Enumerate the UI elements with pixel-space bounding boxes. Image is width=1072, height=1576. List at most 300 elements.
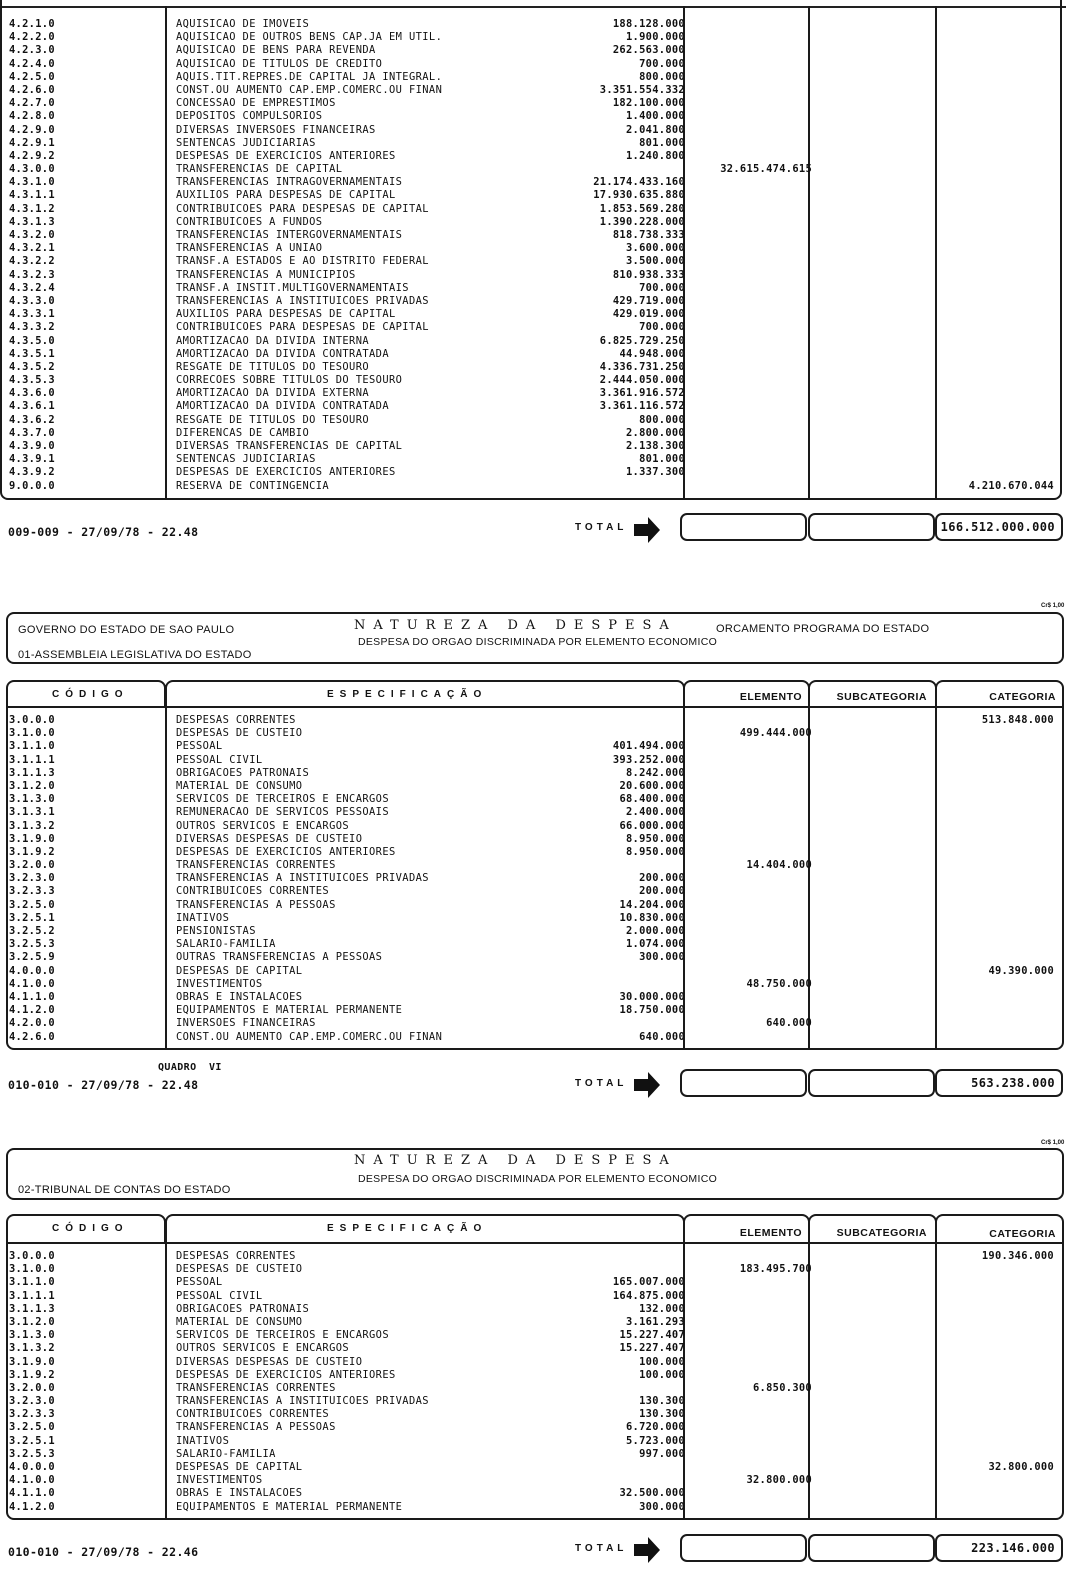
section3-table: [8, 1214, 1062, 1520]
table-row: [8, 1421, 1062, 1434]
row-elemento: 188.128.000: [612, 18, 685, 30]
row-specification: CONTRIBUICOES CORRENTES: [176, 1408, 330, 1421]
row-specification: TRANSFERENCIAS INTRAGOVERNAMENTAIS: [176, 176, 403, 189]
row-code: 4.3.9.1: [9, 453, 55, 466]
row-code: 4.2.3.0: [9, 44, 55, 57]
row-code: 3.2.5.9: [9, 951, 55, 964]
row-code: 4.1.0.0: [9, 977, 55, 990]
row-code: 3.2.5.0: [9, 1421, 55, 1434]
row-code: 4.3.5.3: [9, 374, 55, 387]
row-specification: PESSOAL CIVIL: [176, 753, 263, 766]
header-elemento: ELEMENTO: [683, 680, 810, 708]
table-row: [8, 1031, 1062, 1044]
table-row: [8, 1017, 1062, 1030]
section2-table: [8, 680, 1062, 1050]
row-code: 4.3.6.1: [9, 400, 55, 413]
row-code: 3.1.1.3: [9, 1302, 55, 1315]
table-row: [8, 216, 1062, 229]
row-code: 4.0.0.0: [9, 1461, 55, 1473]
row-code: 4.2.8.0: [9, 110, 55, 123]
row-subcategoria: 14.404.000: [746, 859, 812, 872]
row-elemento: 1.853.569.280: [599, 202, 685, 215]
row-elemento: 18.750.000: [619, 1004, 685, 1017]
row-specification: CONTRIBUICOES A FUNDOS: [176, 215, 323, 228]
header-elemento: ELEMENTO: [683, 1214, 810, 1242]
row-specification: CONCESSAO DE EMPRESTIMOS: [176, 97, 336, 110]
table-row: [8, 308, 1062, 321]
row-elemento: 393.252.000: [612, 753, 685, 766]
row-code: 4.3.6.2: [9, 413, 55, 426]
currency-unit: Cr$ 1,00: [1041, 1140, 1065, 1146]
row-code: 4.3.2.0: [9, 229, 55, 241]
row-code: 4.3.2.2: [9, 255, 55, 268]
table-row: [8, 189, 1062, 202]
row-specification: CONTRIBUICOES PARA DESPESAS DE CAPITAL: [176, 202, 429, 215]
row-categoria: 513.848.000: [981, 714, 1054, 726]
row-elemento: 3.351.554.332: [599, 83, 685, 96]
row-specification: RESGATE DE TITULOS DO TESOURO: [176, 413, 370, 426]
row-code: 3.0.0.0: [9, 1250, 55, 1262]
row-specification: TRANSFERENCIAS DE CAPITAL: [176, 163, 343, 176]
row-elemento: 130.300: [639, 1395, 685, 1408]
table-row: [8, 453, 1062, 466]
table-row: [8, 1369, 1062, 1382]
row-specification: TRANSF.A INSTIT.MULTIGOVERNAMENTAIS: [176, 281, 409, 294]
row-elemento: 429.019.000: [612, 308, 685, 321]
row-specification: AMORTIZACAO DA DIVIDA CONTRATADA: [176, 400, 389, 413]
row-code: 4.3.3.2: [9, 321, 55, 334]
row-elemento: 100.000: [639, 1355, 685, 1368]
page-footer-id: 010-010 - 27/09/78 - 22.46: [8, 1545, 199, 1559]
row-code: 3.1.9.0: [9, 832, 55, 845]
row-elemento: 262.563.000: [612, 44, 685, 57]
row-elemento: 5.723.000: [625, 1434, 685, 1447]
table-row: [8, 1356, 1062, 1369]
row-specification: TRANSFERENCIAS CORRENTES: [176, 859, 336, 872]
row-elemento: 15.227.407: [619, 1342, 685, 1355]
row-specification: EQUIPAMENTOS E MATERIAL PERMANENTE: [176, 1004, 403, 1017]
row-specification: TRANSFERENCIAS A INSTITUICOES PRIVADAS: [176, 872, 429, 885]
table-row: [8, 124, 1062, 137]
row-specification: SENTENCAS JUDICIARIAS: [176, 453, 316, 466]
row-elemento: 15.227.407: [619, 1329, 685, 1342]
row-code: 3.1.1.0: [9, 1276, 55, 1289]
table-row: [8, 255, 1062, 268]
row-elemento: 810.938.333: [612, 268, 685, 281]
row-elemento: 801.000: [639, 136, 685, 149]
table-row: [8, 374, 1062, 387]
table-row: [8, 1448, 1062, 1461]
row-elemento: 66.000.000: [619, 819, 685, 832]
arrow-right-icon: [634, 517, 660, 547]
row-elemento: 3.500.000: [625, 255, 685, 268]
row-code: 4.2.2.0: [9, 31, 55, 44]
row-specification: AQUISICAO DE BENS PARA REVENDA: [176, 44, 376, 57]
table-row: [8, 321, 1062, 334]
row-categoria: 190.346.000: [981, 1250, 1054, 1262]
header-subcategoria: SUBCATEGORIA: [808, 1214, 937, 1242]
total-label: TOTAL: [575, 522, 628, 533]
row-code: 3.2.5.0: [9, 898, 55, 911]
total-elemento: [680, 1069, 807, 1097]
page-footer-id: 010-010 - 27/09/78 - 22.48: [8, 1078, 199, 1092]
row-subcategoria: 32.800.000: [746, 1474, 812, 1487]
row-code: 3.1.3.2: [9, 1342, 55, 1355]
row-elemento: 2.400.000: [625, 806, 685, 819]
row-specification: TRANSFERENCIAS A INSTITUICOES PRIVADAS: [176, 294, 429, 307]
row-elemento: 429.719.000: [612, 294, 685, 307]
table-row: [8, 58, 1062, 71]
row-code: 3.2.5.1: [9, 911, 55, 924]
row-elemento: 800.000: [639, 413, 685, 426]
row-elemento: 32.500.000: [619, 1487, 685, 1500]
table-row: [8, 242, 1062, 255]
table-row: [8, 820, 1062, 833]
report-subtitle: DESPESA DO ORGAO DISCRIMINADA POR ELEMENTO ECONOMICO: [358, 636, 718, 648]
row-elemento: 300.000: [639, 951, 685, 964]
table-row: [8, 1461, 1062, 1474]
row-elemento: 182.100.000: [612, 97, 685, 110]
row-specification: AQUISICAO DE TITULOS DE CREDITO: [176, 57, 383, 70]
table-row: [8, 767, 1062, 780]
row-code: 4.3.2.1: [9, 242, 55, 255]
row-code: 4.2.7.0: [9, 97, 55, 110]
table-body: [8, 18, 1062, 493]
table-row: [8, 203, 1062, 216]
row-code: 4.3.2.3: [9, 268, 55, 281]
table-row: [8, 859, 1062, 872]
report-subtitle: DESPESA DO ORGAO DISCRIMINADA POR ELEMENTO ECONOMICO: [358, 1173, 718, 1185]
row-code: 3.1.1.0: [9, 740, 55, 753]
row-code: 3.1.1.3: [9, 766, 55, 779]
row-specification: OUTROS SERVICOS E ENCARGOS: [176, 1342, 350, 1355]
row-specification: OUTROS SERVICOS E ENCARGOS: [176, 819, 350, 832]
row-specification: DESPESAS DE CUSTEIO: [176, 727, 303, 740]
row-elemento: 132.000: [639, 1302, 685, 1315]
row-specification: PESSOAL: [176, 1276, 223, 1289]
row-elemento: 21.174.433.160: [593, 176, 685, 189]
row-specification: TRANSFERENCIAS A PESSOAS: [176, 898, 336, 911]
row-code: 4.1.0.0: [9, 1474, 55, 1487]
row-specification: RESGATE DE TITULOS DO TESOURO: [176, 360, 370, 373]
row-specification: MATERIAL DE CONSUMO: [176, 1315, 303, 1328]
row-specification: DIVERSAS TRANSFERENCIAS DE CAPITAL: [176, 440, 403, 452]
table-row: [8, 110, 1062, 123]
currency-unit: Cr$ 1,00: [1041, 603, 1065, 609]
report-title: NATUREZA DA DESPESA: [354, 618, 677, 633]
organ-name: 02-TRIBUNAL DE CONTAS DO ESTADO: [18, 1184, 231, 1196]
row-code: 4.3.2.4: [9, 281, 55, 294]
table-row: [8, 991, 1062, 1004]
table-row: [8, 1501, 1062, 1514]
table-row: [8, 466, 1062, 479]
total-categoria: 166.512.000.000: [935, 513, 1063, 541]
row-code: 4.3.1.3: [9, 215, 55, 228]
row-code: 4.3.3.1: [9, 308, 55, 321]
table-row: [8, 427, 1062, 440]
row-elemento: 17.930.635.880: [593, 189, 685, 202]
row-code: 3.2.0.0: [9, 859, 55, 872]
header-especificacao: ESPECIFICAÇÃO: [165, 1214, 685, 1242]
row-specification: TRANSF.A ESTADOS E AO DISTRITO FEDERAL: [176, 255, 429, 268]
row-code: 3.1.3.0: [9, 1329, 55, 1342]
organ-name: 01-ASSEMBLEIA LEGISLATIVA DO ESTADO: [18, 649, 252, 661]
header-especificacao: ESPECIFICAÇÃO: [165, 680, 685, 708]
table-row: [8, 361, 1062, 374]
table-row: [8, 1408, 1062, 1421]
row-elemento: 401.494.000: [612, 740, 685, 753]
row-specification: AQUISICAO DE IMOVEIS: [176, 18, 310, 30]
total-subcategoria: [808, 1534, 935, 1562]
row-specification: MATERIAL DE CONSUMO: [176, 779, 303, 792]
row-elemento: 997.000: [639, 1447, 685, 1460]
row-elemento: 700.000: [639, 57, 685, 70]
row-elemento: 1.337.300: [625, 466, 685, 479]
table-row: [8, 978, 1062, 991]
row-specification: TRANSFERENCIAS A MUNICIPIOS: [176, 268, 356, 281]
row-elemento: 8.242.000: [625, 766, 685, 779]
row-specification: TRANSFERENCIAS INTERGOVERNAMENTAIS: [176, 229, 403, 241]
row-specification: OBRAS E INSTALACOES: [176, 990, 303, 1003]
row-specification: DESPESAS DE EXERCICIOS ANTERIORES: [176, 1368, 396, 1381]
row-subcategoria: 640.000: [766, 1017, 812, 1030]
table-row: [8, 951, 1062, 964]
row-elemento: 3.361.116.572: [599, 400, 685, 413]
table-row: [8, 1474, 1062, 1487]
page-footer-id: 009-009 - 27/09/78 - 22.48: [8, 525, 199, 539]
header-subcategoria: SUBCATEGORIA: [808, 680, 937, 708]
row-code: 3.1.0.0: [9, 1263, 55, 1276]
row-elemento: 200.000: [639, 872, 685, 885]
row-subcategoria: 48.750.000: [746, 977, 812, 990]
row-categoria: 4.210.670.044: [968, 479, 1054, 492]
section1-table: [8, 10, 1062, 500]
row-specification: SALARIO-FAMILIA: [176, 938, 276, 951]
row-specification: TRANSFERENCIAS A UNIAO: [176, 242, 323, 255]
row-specification: DESPESAS CORRENTES: [176, 714, 296, 726]
row-code: 4.0.0.0: [9, 964, 55, 977]
row-subcategoria: 32.615.474.615: [720, 163, 812, 176]
row-elemento: 6.825.729.250: [599, 334, 685, 347]
table-row: [8, 335, 1062, 348]
row-specification: AMORTIZACAO DA DIVIDA CONTRATADA: [176, 347, 389, 360]
government-name: GOVERNO DO ESTADO DE SAO PAULO: [18, 624, 235, 636]
header-codigo: CÓDIGO: [6, 680, 166, 708]
row-subcategoria: 183.495.700: [739, 1263, 812, 1276]
row-code: 3.2.5.3: [9, 938, 55, 951]
row-code: 4.3.5.2: [9, 360, 55, 373]
table-row: [8, 965, 1062, 978]
table-row: [8, 150, 1062, 163]
table-row: [8, 912, 1062, 925]
row-code: 3.2.0.0: [9, 1381, 55, 1394]
table-row: [8, 1290, 1062, 1303]
table-row: [8, 400, 1062, 413]
total-categoria: 563.238.000: [935, 1069, 1063, 1097]
table-row: [8, 282, 1062, 295]
report-header: [6, 612, 1064, 664]
row-code: 4.3.5.1: [9, 347, 55, 360]
row-code: 3.1.2.0: [9, 779, 55, 792]
row-elemento: 2.444.050.000: [599, 374, 685, 387]
row-specification: CONST.OU AUMENTO CAP.EMP.COMERC.OU FINAN: [176, 83, 443, 96]
row-elemento: 2.000.000: [625, 925, 685, 937]
table-row: [8, 44, 1062, 57]
row-elemento: 200.000: [639, 885, 685, 898]
row-specification: REMUNERACAO DE SERVICOS PESSOAIS: [176, 806, 389, 819]
row-code: 3.2.5.3: [9, 1447, 55, 1460]
total-subcategoria: [808, 1069, 935, 1097]
table-row: [8, 714, 1062, 727]
row-code: 4.2.4.0: [9, 57, 55, 70]
row-elemento: 1.240.800: [625, 149, 685, 162]
row-specification: DESPESAS CORRENTES: [176, 1250, 296, 1262]
table-row: [8, 806, 1062, 819]
row-elemento: 3.361.916.572: [599, 387, 685, 400]
row-code: 3.2.3.3: [9, 885, 55, 898]
row-elemento: 3.600.000: [625, 242, 685, 255]
row-elemento: 1.400.000: [625, 110, 685, 123]
row-specification: DESPESAS DE EXERCICIOS ANTERIORES: [176, 466, 396, 479]
table-body: [8, 714, 1062, 1044]
row-specification: OBRAS E INSTALACOES: [176, 1487, 303, 1500]
report-header: [6, 1148, 1064, 1200]
row-specification: TRANSFERENCIAS A INSTITUICOES PRIVADAS: [176, 1395, 429, 1408]
table-row: [8, 295, 1062, 308]
row-elemento: 700.000: [639, 281, 685, 294]
row-specification: SENTENCAS JUDICIARIAS: [176, 136, 316, 149]
table-row: [8, 1250, 1062, 1263]
row-specification: CORRECOES SOBRE TITULOS DO TESOURO: [176, 374, 403, 387]
total-label: TOTAL: [575, 1078, 628, 1089]
table-row: [8, 833, 1062, 846]
row-elemento: 2.800.000: [625, 426, 685, 439]
row-code: 4.3.3.0: [9, 294, 55, 307]
row-specification: EQUIPAMENTOS E MATERIAL PERMANENTE: [176, 1500, 403, 1513]
row-specification: OBRIGACOES PATRONAIS: [176, 1302, 310, 1315]
row-specification: CONTRIBUICOES CORRENTES: [176, 885, 330, 898]
table-body: [8, 1250, 1062, 1514]
table-row: [8, 1382, 1062, 1395]
row-code: 4.2.9.2: [9, 149, 55, 162]
row-specification: CONST.OU AUMENTO CAP.EMP.COMERC.OU FINAN: [176, 1030, 443, 1043]
table-row: [8, 899, 1062, 912]
row-specification: AMORTIZACAO DA DIVIDA INTERNA: [176, 334, 370, 347]
row-elemento: 1.074.000: [625, 938, 685, 951]
total-categoria: 223.146.000: [935, 1534, 1063, 1562]
row-elemento: 8.950.000: [625, 832, 685, 845]
row-specification: TRANSFERENCIAS CORRENTES: [176, 1381, 336, 1394]
row-code: 4.2.0.0: [9, 1017, 55, 1030]
row-code: 3.1.2.0: [9, 1315, 55, 1328]
row-code: 3.2.5.1: [9, 1434, 55, 1447]
table-row: [8, 754, 1062, 767]
row-elemento: 818.738.333: [612, 229, 685, 241]
arrow-right-icon: [634, 1072, 660, 1102]
table-row: [8, 269, 1062, 282]
total-elemento: [680, 1534, 807, 1562]
row-specification: SALARIO-FAMILIA: [176, 1447, 276, 1460]
table-row: [8, 348, 1062, 361]
row-specification: DEPOSITOS COMPULSORIOS: [176, 110, 323, 123]
row-elemento: 44.948.000: [619, 347, 685, 360]
row-specification: CONTRIBUICOES PARA DESPESAS DE CAPITAL: [176, 321, 429, 334]
row-code: 4.2.1.0: [9, 18, 55, 30]
report-title: NATUREZA DA DESPESA: [354, 1153, 677, 1168]
table-row: [8, 414, 1062, 427]
row-elemento: 6.720.000: [625, 1421, 685, 1434]
row-specification: INATIVOS: [176, 911, 230, 924]
row-code: 4.2.9.1: [9, 136, 55, 149]
table-row: [8, 1303, 1062, 1316]
row-elemento: 3.161.293: [625, 1315, 685, 1328]
table-row: [8, 727, 1062, 740]
row-code: 4.3.1.0: [9, 176, 55, 189]
row-specification: AUXILIOS PARA DESPESAS DE CAPITAL: [176, 189, 396, 202]
row-code: 3.1.3.2: [9, 819, 55, 832]
row-code: 3.1.3.0: [9, 793, 55, 806]
row-elemento: 164.875.000: [612, 1289, 685, 1302]
table-row: [8, 885, 1062, 898]
row-code: 4.3.0.0: [9, 163, 55, 176]
row-code: 4.1.1.0: [9, 1487, 55, 1500]
row-elemento: 165.007.000: [612, 1276, 685, 1289]
table-row: [8, 137, 1062, 150]
row-code: 4.2.6.0: [9, 1030, 55, 1043]
row-specification: INATIVOS: [176, 1434, 230, 1447]
row-elemento: 130.300: [639, 1408, 685, 1421]
table-row: [8, 1316, 1062, 1329]
row-code: 4.3.9.0: [9, 440, 55, 452]
row-categoria: 32.800.000: [988, 1461, 1054, 1473]
row-specification: OBRIGACOES PATRONAIS: [176, 766, 310, 779]
table-row: [8, 84, 1062, 97]
row-code: 4.2.5.0: [9, 70, 55, 83]
table-row: [8, 846, 1062, 859]
row-elemento: 300.000: [639, 1500, 685, 1513]
quadro-label: QUADRO VI: [158, 1062, 222, 1073]
table-row: [8, 18, 1062, 31]
row-code: 4.1.2.0: [9, 1500, 55, 1513]
row-elemento: 4.336.731.250: [599, 360, 685, 373]
row-specification: AQUIS.TIT.REPRES.DE CAPITAL JA INTEGRAL.: [176, 70, 443, 83]
row-specification: OUTRAS TRANSFERENCIAS A PESSOAS: [176, 951, 383, 964]
header-codigo: CÓDIGO: [6, 1214, 166, 1242]
row-categoria: 49.390.000: [988, 964, 1054, 977]
row-code: 4.3.9.2: [9, 466, 55, 479]
table-row: [8, 938, 1062, 951]
row-elemento: 14.204.000: [619, 898, 685, 911]
row-specification: AMORTIZACAO DA DIVIDA EXTERNA: [176, 387, 370, 400]
row-code: 3.1.0.0: [9, 727, 55, 740]
row-code: 3.2.5.2: [9, 925, 55, 937]
row-code: 4.2.9.0: [9, 123, 55, 136]
row-specification: DESPESAS DE EXERCICIOS ANTERIORES: [176, 149, 396, 162]
row-elemento: 2.138.300: [625, 440, 685, 452]
row-code: 3.1.9.0: [9, 1355, 55, 1368]
total-subcategoria: [808, 513, 935, 541]
row-specification: DESPESAS DE CAPITAL: [176, 1461, 303, 1473]
row-code: 4.2.6.0: [9, 83, 55, 96]
header-categoria: CATEGORIA: [935, 1214, 1064, 1242]
table-row: [8, 872, 1062, 885]
table-row: [8, 1329, 1062, 1342]
budget-title: ORCAMENTO PROGRAMA DO ESTADO: [716, 623, 930, 635]
table-row: [8, 71, 1062, 84]
table-row: [8, 740, 1062, 753]
row-code: 3.1.3.1: [9, 806, 55, 819]
row-elemento: 801.000: [639, 453, 685, 466]
